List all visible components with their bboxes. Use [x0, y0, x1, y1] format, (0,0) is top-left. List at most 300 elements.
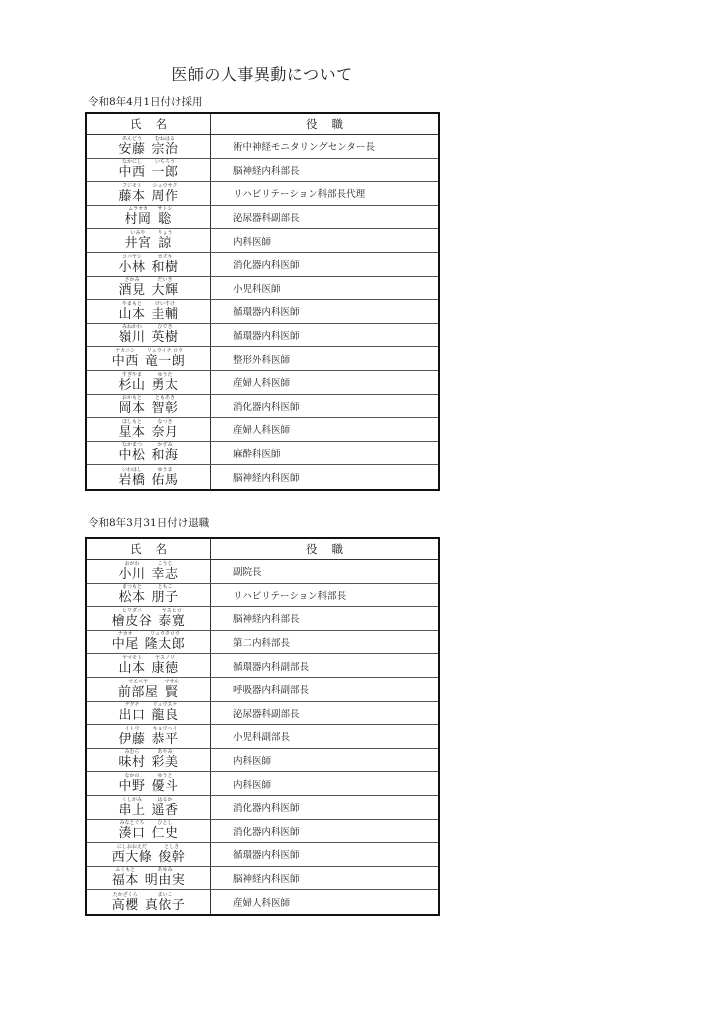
post-cell	[211, 347, 438, 370]
table-row	[87, 442, 438, 466]
section-label-retirement: 令和8年3月31日付け退職	[88, 517, 210, 529]
table-row	[87, 135, 438, 159]
family-name-kanji: 村岡	[124, 212, 152, 228]
family-name-ruby: にしおおえだ	[116, 843, 147, 850]
table-row	[87, 820, 438, 844]
family-name-ruby: おかもと	[121, 395, 142, 402]
header-name: 氏名	[87, 539, 211, 559]
given-name-ruby: あゆみ	[157, 867, 173, 874]
given-name	[152, 726, 179, 747]
family-name-ruby: みねかわ	[121, 324, 142, 331]
family-name-kanji: 串上	[118, 802, 146, 818]
family-name-ruby: なかの	[124, 772, 140, 779]
post-title: 術中神経モニタリングセンター長	[233, 142, 375, 154]
family-name	[118, 277, 145, 298]
given-name	[158, 608, 185, 629]
given-name-kanji: 諒	[158, 235, 172, 251]
name-cell	[87, 395, 211, 418]
given-name-ruby: ヤスノリ	[155, 654, 175, 661]
given-name-ruby: はるか	[157, 796, 173, 803]
given-name	[152, 324, 179, 345]
family-name	[118, 797, 145, 818]
family-name-kanji: 井宮	[124, 235, 152, 251]
given-name-ruby: マサル	[164, 678, 180, 685]
given-name	[152, 159, 179, 180]
family-name	[118, 254, 145, 275]
post-title: 泌尿器科副部長	[233, 213, 300, 225]
given-name-kanji: 康徳	[151, 660, 179, 676]
post-cell	[211, 418, 438, 441]
table-row	[87, 843, 438, 867]
table-row	[87, 631, 438, 655]
given-name-ruby: むねはる	[155, 135, 176, 142]
name-cell	[87, 820, 211, 843]
retirement-table	[85, 537, 440, 916]
table-row	[87, 253, 438, 277]
table-row	[87, 300, 438, 324]
table-row	[87, 229, 438, 253]
post-title: リハビリテーション科部長代理	[233, 189, 366, 201]
name-cell	[87, 678, 211, 701]
post-title: 消化器内科医師	[233, 401, 300, 413]
table-row	[87, 206, 438, 230]
table-row	[87, 277, 438, 301]
name-cell	[87, 890, 211, 914]
name-cell	[87, 725, 211, 748]
post-cell	[211, 631, 438, 654]
table-row	[87, 702, 438, 726]
name-cell	[87, 371, 211, 394]
table-row	[87, 796, 438, 820]
family-name-ruby: マエベヤ	[128, 678, 149, 685]
post-title: 循環器内科医師	[233, 850, 300, 862]
given-name	[152, 820, 179, 841]
family-name	[112, 348, 139, 369]
given-name	[152, 467, 179, 488]
post-title: 循環器内科副部長	[233, 661, 310, 673]
post-title: 内科医師	[233, 236, 272, 248]
given-name-ruby: りょう	[157, 229, 173, 236]
family-name-ruby: ヒワダニ	[122, 607, 142, 614]
given-name-kanji: 幸志	[151, 566, 179, 582]
name-cell	[87, 702, 211, 725]
given-name-kanji: 圭輔	[151, 306, 179, 322]
family-name	[118, 584, 145, 605]
post-title: 麻酔科医師	[233, 449, 281, 461]
given-name-ruby: こうじ	[157, 560, 173, 567]
family-name-kanji: 出口	[118, 708, 146, 724]
given-name-ruby: ゆうま	[157, 466, 173, 473]
family-name-ruby: あんどう	[121, 135, 142, 142]
given-name	[152, 749, 179, 770]
family-name-kanji: 福本	[111, 873, 139, 889]
given-name-kanji: 佑馬	[151, 472, 179, 488]
given-name-kanji: 隆太郎	[144, 637, 186, 653]
post-cell	[211, 607, 438, 630]
given-name-kanji: 智彰	[151, 401, 179, 417]
given-name-kanji: 和樹	[151, 259, 179, 275]
family-name-ruby: コバヤシ	[122, 253, 142, 260]
header-post: 役職	[306, 542, 357, 556]
given-name	[152, 561, 179, 582]
given-name-ruby: リュウイチ ロウ	[146, 347, 184, 354]
family-name-kanji: 小川	[118, 566, 146, 582]
given-name-kanji: 聡	[158, 212, 172, 228]
given-name	[152, 395, 179, 416]
name-cell	[87, 867, 211, 890]
name-cell	[87, 253, 211, 276]
post-title: 内科医師	[233, 779, 272, 791]
given-name-ruby: サトシ	[157, 206, 173, 213]
given-name-ruby: ともこ	[157, 584, 173, 591]
family-name-ruby: たかざくら	[112, 891, 138, 898]
table-row	[87, 772, 438, 796]
given-name	[145, 892, 186, 913]
name-cell	[87, 347, 211, 370]
family-name-ruby: みなとぐち	[119, 820, 145, 827]
given-name	[152, 773, 179, 794]
table-row	[87, 560, 438, 584]
family-name-kanji: 伊藤	[118, 731, 146, 747]
post-title: 泌尿器科副部長	[233, 708, 300, 720]
given-name-kanji: 朋子	[151, 590, 179, 606]
post-cell	[211, 890, 438, 914]
name-cell	[87, 631, 211, 654]
family-name	[118, 183, 145, 204]
family-name-kanji: 中西	[118, 165, 146, 181]
family-name-kanji: 味村	[118, 755, 146, 771]
table-header	[87, 539, 438, 560]
given-name-kanji: 優斗	[151, 778, 179, 794]
family-name	[118, 136, 145, 157]
given-name-ruby: シュウサク	[152, 182, 178, 189]
name-cell	[87, 654, 211, 677]
post-cell	[211, 654, 438, 677]
post-cell	[211, 560, 438, 583]
post-title: 消化器内科医師	[233, 826, 300, 838]
family-name-kanji: 檜皮谷	[111, 613, 153, 629]
family-name-ruby: なかまつ	[121, 442, 142, 449]
given-name-kanji: 恭平	[151, 731, 179, 747]
post-title: 循環器内科医師	[233, 307, 300, 319]
given-name-ruby: ヤスヒロ	[161, 607, 182, 614]
name-cell	[87, 206, 211, 229]
given-name	[145, 348, 186, 369]
table-row	[87, 749, 438, 773]
hiring-table	[85, 112, 440, 491]
given-name	[152, 655, 179, 676]
family-name-ruby: ナカニシ	[115, 347, 136, 354]
given-name	[152, 183, 179, 204]
family-name-kanji: 松本	[118, 590, 146, 606]
name-cell	[87, 796, 211, 819]
given-name	[158, 230, 173, 251]
post-cell	[211, 725, 438, 748]
post-cell	[211, 678, 438, 701]
family-name-kanji: 嶺川	[118, 330, 146, 346]
name-cell	[87, 229, 211, 252]
family-name-ruby: くしがみ	[121, 796, 142, 803]
given-name-ruby: ひとし	[157, 820, 173, 827]
family-name	[118, 372, 145, 393]
family-name	[112, 867, 139, 888]
table-row	[87, 867, 438, 891]
family-name	[124, 230, 151, 251]
given-name-kanji: 泰寛	[158, 613, 186, 629]
given-name	[152, 301, 179, 322]
family-name	[118, 324, 145, 345]
family-name	[118, 442, 145, 463]
family-name	[112, 892, 139, 913]
given-name	[152, 419, 179, 440]
post-cell	[211, 820, 438, 843]
family-name	[118, 159, 145, 180]
given-name-ruby: なつき	[157, 418, 173, 425]
family-name-kanji: 前部屋	[117, 684, 159, 700]
family-name-kanji: 酒見	[118, 283, 146, 299]
family-name-kanji: 中松	[118, 448, 146, 464]
post-cell	[211, 867, 438, 890]
post-cell	[211, 442, 438, 465]
name-cell	[87, 159, 211, 182]
family-name	[118, 749, 145, 770]
family-name-ruby: おがわ	[124, 560, 140, 567]
family-name-ruby: すぎやま	[121, 371, 142, 378]
post-title: 脳神経内科医師	[233, 473, 300, 485]
given-name	[152, 584, 179, 605]
header-name: 氏名	[87, 114, 211, 134]
post-title: 脳神経内科部長	[233, 165, 300, 177]
given-name-ruby: ゆうと	[157, 772, 173, 779]
given-name	[145, 631, 186, 652]
post-title: 脳神経内科部長	[233, 614, 300, 626]
family-name	[118, 726, 145, 747]
family-name	[112, 631, 139, 652]
given-name-kanji: 宗治	[151, 141, 179, 157]
name-cell	[87, 843, 211, 866]
given-name	[158, 206, 173, 227]
post-title: 産婦人科医師	[233, 378, 291, 390]
given-name-kanji: 俊幹	[158, 849, 186, 865]
header-post: 役職	[306, 117, 357, 131]
given-name-ruby: リュウスケ	[152, 702, 178, 709]
given-name	[152, 372, 179, 393]
document-title: 医師の人事異動について	[171, 65, 353, 84]
given-name-ruby: ともあき	[155, 395, 176, 402]
family-name	[118, 773, 145, 794]
family-name-ruby: フジモト	[122, 182, 142, 189]
table-row	[87, 371, 438, 395]
family-name	[118, 301, 145, 322]
given-name-ruby: キョウヘイ	[152, 725, 178, 732]
family-name	[112, 608, 153, 629]
family-name-ruby: いわはし	[121, 466, 142, 473]
family-name-kanji: 安藤	[118, 141, 146, 157]
table-row	[87, 347, 438, 371]
name-cell	[87, 418, 211, 441]
family-name-ruby: ほしもと	[121, 418, 142, 425]
given-name-ruby: あやみ	[157, 749, 173, 756]
name-cell	[87, 135, 211, 158]
family-name-kanji: 岡本	[118, 401, 146, 417]
post-title: リハビリテーション科部長	[233, 590, 347, 602]
post-title: 第二内科部長	[233, 638, 291, 650]
family-name-ruby: ナカオ	[117, 631, 133, 638]
post-title: 消化器内科医師	[233, 260, 300, 272]
family-name-ruby: やまもと	[121, 300, 142, 307]
given-name	[145, 867, 186, 888]
family-name-ruby: デグチ	[124, 702, 140, 709]
given-name-kanji: 大輝	[151, 283, 179, 299]
given-name-kanji: 明由実	[144, 873, 186, 889]
family-name	[112, 844, 153, 865]
name-cell	[87, 607, 211, 630]
post-cell	[211, 796, 438, 819]
family-name-kanji: 西大條	[111, 849, 153, 865]
given-name-kanji: 彩美	[151, 755, 179, 771]
given-name-kanji: 賢	[165, 684, 179, 700]
family-name-ruby: ヤマモト	[121, 654, 142, 661]
family-name	[118, 702, 145, 723]
name-cell	[87, 277, 211, 300]
post-cell	[211, 159, 438, 182]
table-row	[87, 890, 438, 914]
name-cell	[87, 300, 211, 323]
family-name-ruby: イトウ	[124, 725, 140, 732]
post-cell	[211, 395, 438, 418]
post-cell	[211, 182, 438, 205]
table-row	[87, 678, 438, 702]
given-name-kanji: 竜一朗	[144, 353, 186, 369]
family-name-ruby: さかみ	[124, 277, 140, 284]
given-name-ruby: いちろう	[155, 159, 176, 166]
post-title: 消化器内科医師	[233, 803, 300, 815]
name-cell	[87, 772, 211, 795]
post-title: 整形外科医師	[233, 354, 291, 366]
given-name-kanji: 和海	[151, 448, 179, 464]
post-cell	[211, 277, 438, 300]
post-cell	[211, 465, 438, 489]
family-name-kanji: 杉山	[118, 377, 146, 393]
name-cell	[87, 560, 211, 583]
family-name-ruby: いみや	[130, 229, 146, 236]
post-title: 副院長	[233, 567, 262, 579]
post-cell	[211, 300, 438, 323]
post-cell	[211, 749, 438, 772]
post-cell	[211, 702, 438, 725]
table-header	[87, 114, 438, 135]
table-row	[87, 725, 438, 749]
family-name	[118, 820, 145, 841]
given-name-ruby: だいき	[157, 277, 173, 284]
given-name-kanji: 龍良	[151, 708, 179, 724]
family-name	[118, 679, 159, 700]
family-name-kanji: 中尾	[111, 637, 139, 653]
post-title: 内科医師	[233, 756, 272, 768]
given-name-ruby: としき	[164, 843, 180, 850]
table-row	[87, 182, 438, 206]
given-name	[152, 277, 179, 298]
post-title: 小児科副部長	[233, 732, 291, 744]
family-name-kanji: 星本	[118, 424, 146, 440]
family-name-kanji: 高櫻	[111, 897, 139, 913]
family-name-kanji: 山本	[118, 660, 146, 676]
family-name	[118, 561, 145, 582]
family-name	[118, 655, 145, 676]
table-row	[87, 159, 438, 183]
table-row	[87, 324, 438, 348]
given-name-kanji: 仁史	[151, 826, 179, 842]
post-title: 呼吸器内科副部長	[233, 685, 310, 697]
given-name-ruby: けいすけ	[155, 300, 176, 307]
family-name-ruby: みむら	[124, 749, 140, 756]
post-title: 産婦人科医師	[233, 898, 291, 910]
given-name	[152, 702, 179, 723]
given-name-ruby: かずみ	[157, 442, 173, 449]
section-label-hiring: 令和8年4月1日付け採用	[88, 96, 203, 108]
given-name	[152, 136, 179, 157]
given-name	[158, 844, 185, 865]
family-name-kanji: 岩橋	[118, 472, 146, 488]
family-name-kanji: 藤本	[118, 188, 146, 204]
post-cell	[211, 206, 438, 229]
family-name	[124, 206, 151, 227]
post-cell	[211, 371, 438, 394]
post-title: 小児科医師	[233, 283, 281, 295]
given-name-kanji: 奈月	[151, 424, 179, 440]
table-row	[87, 607, 438, 631]
given-name-ruby: リュウタロウ	[150, 631, 180, 638]
table-row	[87, 465, 438, 489]
given-name-kanji: 遥香	[151, 802, 179, 818]
given-name-kanji: 英樹	[151, 330, 179, 346]
post-title: 脳神経内科医師	[233, 874, 300, 886]
post-cell	[211, 253, 438, 276]
post-cell	[211, 135, 438, 158]
family-name-ruby: ムラオカ	[128, 206, 148, 213]
family-name-kanji: 湊口	[118, 826, 146, 842]
post-title: 循環器内科医師	[233, 331, 300, 343]
family-name-kanji: 中西	[111, 353, 139, 369]
family-name-ruby: まつもと	[121, 584, 142, 591]
family-name	[118, 395, 145, 416]
given-name	[164, 679, 179, 700]
table-row	[87, 654, 438, 678]
table-row	[87, 584, 438, 608]
family-name-ruby: なかにし	[121, 159, 142, 166]
given-name-kanji: 周作	[151, 188, 179, 204]
given-name-ruby: ゆうた	[157, 371, 173, 378]
name-cell	[87, 584, 211, 607]
family-name	[118, 419, 145, 440]
name-cell	[87, 442, 211, 465]
given-name	[152, 254, 179, 275]
given-name-ruby: ひでき	[157, 324, 173, 331]
post-cell	[211, 584, 438, 607]
family-name-kanji: 山本	[118, 306, 146, 322]
given-name	[152, 797, 179, 818]
family-name-kanji: 小林	[118, 259, 146, 275]
name-cell	[87, 182, 211, 205]
post-title: 産婦人科医師	[233, 425, 291, 437]
given-name	[152, 442, 179, 463]
given-name-kanji: 一郎	[151, 165, 179, 181]
family-name-ruby: ふくもと	[115, 867, 136, 874]
post-cell	[211, 229, 438, 252]
table-row	[87, 418, 438, 442]
name-cell	[87, 324, 211, 347]
given-name-kanji: 真依子	[144, 897, 186, 913]
